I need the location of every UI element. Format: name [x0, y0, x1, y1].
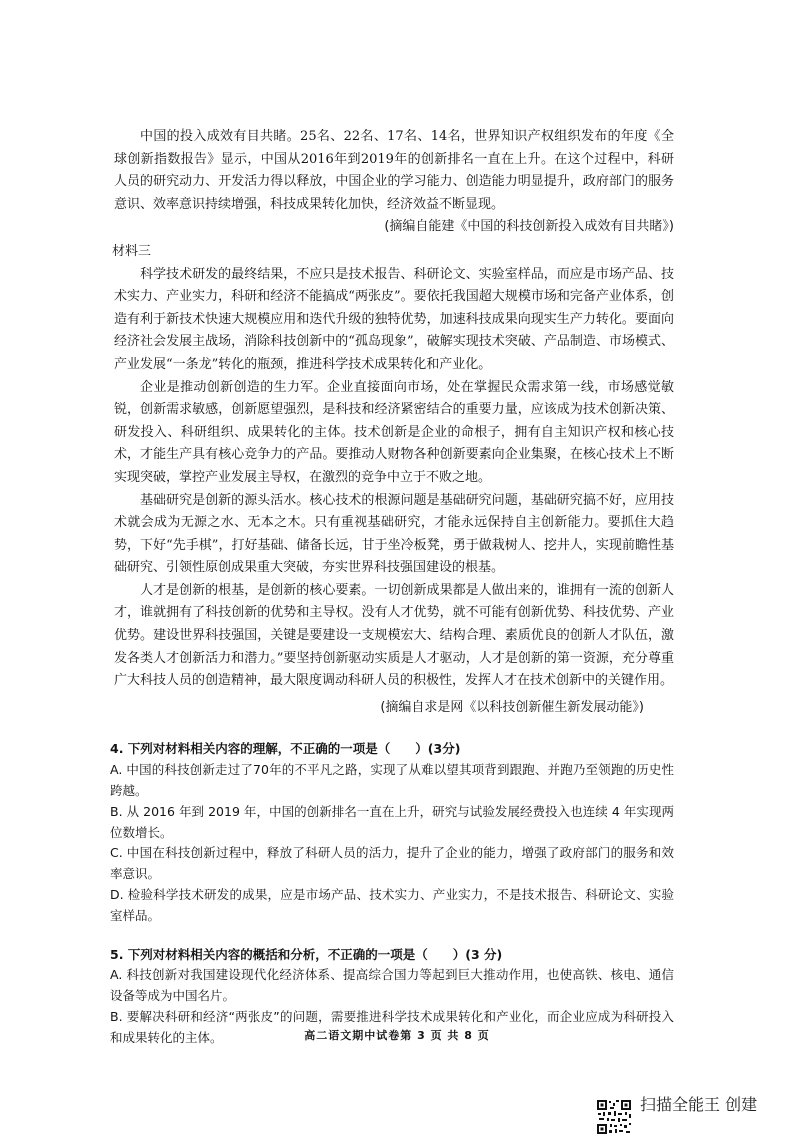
page-content — [110, 126, 674, 1049]
material-three-paragraph-1: 科学技术研发的最终结果，不应只是技术报告、科研论文、实验室样品，而应是市场产品、技术实力、产业实力，科研和经济不能搞成“两张皮”。要依托我国超大规模市场和完备产业体系，创造有利于新技术快速大规模应用和迭代升级的独特优势，加速科技成果向现实生产力转化。要面向经济社会发展主战场，消除科技创新中的“孤岛现象”，破解实现技术突破、产品制造、市场模式、产业发展“一条龙”转化的瓶颈，推进科学技术成果转化和产业化。 — [114, 266, 674, 372]
qr-code-icon — [596, 1099, 632, 1135]
scanner-watermark — [596, 1094, 758, 1136]
material-two-source: (摘编自能建《中国的科技创新投入成效有目共睹》) — [384, 219, 674, 235]
question-5-option-a: A. 科技创新对我国建设现代化经济体系、提高综合国力等起到巨大推动作用，也使高铁、核电、通信设备等成为中国名片。 — [110, 967, 674, 1004]
material-three-title: 材料三 — [112, 243, 152, 259]
material-three-paragraph-2: 企业是推动创新创造的生力军。企业直接面向市场，处在掌握民众需求第一线，市场感觉敏锐，创新需求敏感，创新愿望强烈，是科技和经济紧密结合的重要力量，应该成为技术创新决策、研发投入、科研组织、成果转化的主体。技术创新是企业的命根子，拥有自主知识产权和核心技术，才能生产具有核心竞争力的产品。要推动人财物各种创新要素向企业集聚，在核心技术上不断实现突破，掌控产业发展主导权，在激烈的竞争中立于不败之地。 — [114, 379, 674, 485]
question-4-stem: 4. 下列对材料相关内容的理解，不正确的一项是（ ）(3分) — [110, 741, 461, 757]
page-footer: 高二语文期中试卷第 3 页 共 8 页 — [304, 1029, 490, 1042]
question-4-option-c: C. 中国在科技创新过程中，释放了科研人员的活力，提升了企业的能力，增强了政府部门的服务和效率意识。 — [110, 845, 674, 882]
question-4-option-d: D. 检验科学技术研发的成果，应是市场产品、技术实力、产业实力，不是技术报告、科研论文、实验室样品。 — [110, 887, 674, 923]
question-4-option-b: B. 从 2016 年到 2019 年，中国的创新排名一直在上升，研究与试验发展经费投入也连续 4 年实现两位数增长。 — [110, 803, 674, 840]
material-three-paragraph-3: 基础研究是创新的源头活水。核心技术的根源问题是基础研究问题，基础研究搞不好，应用技术就会成为无源之水、无本之木。只有重视基础研究，才能永远保持自主创新能力。要抓住大趋势，下好“先手棋”，打好基础、储备长远，甘于坐冷板凳，勇于做栽树人、挖井人，实现前瞻性基础研究、引领性原创成果重大突破，夯实世界科技强国建设的根基。 — [114, 492, 674, 576]
material-three-source: (摘编自求是网《以科技创新催生新发展动能》) — [380, 699, 644, 715]
question-4-option-a: A. 中国的科技创新走过了70年的不平凡之路，实现了从难以望其项背到跟跑、并跑乃至领跑的历史性跨越。 — [110, 762, 674, 799]
question-5-stem: 5. 下列对材料相关内容的概括和分析，不正确的一项是（ ）(3 分) — [110, 946, 503, 962]
material-two-paragraph: 中国的投入成效有目共睹。25名、22名、17名、14名，世界知识产权组织发布的年度《全球创新指数报告》显示，中国从2016年到2019年的创新排名一直在上升。在这个过程中，科研人员的研究动力、开发活力得以释放，中国企业的学习能力、创造能力明显提升，政府部门的服务意识、效率意识持续增强，科技成果转化加快，经济效益不断显现。 — [114, 129, 674, 212]
scanner-watermark-text: 扫描全能王 创建 — [640, 1094, 758, 1114]
question-5-option-b: B. 要解决科研和经济“两张皮”的问题，需要推进科学技术成果转化和产业化，而企业应成为科研投入和成果转化的主体。 — [110, 1009, 674, 1045]
question-4 — [110, 739, 674, 926]
material-three-paragraph-4: 人才是创新的根基，是创新的核心要素。一切创新成果都是人做出来的，谁拥有一流的创新人才，谁就拥有了科技创新的优势和主导权。没有人才优势，就不可能有创新优势、科技优势、产业优势。建设世界科技强国，关键是要建设一支规模宏大、结构合理、素质优良的创新人才队伍，激发各类人才创新活力和潜力。”要坚持创新驱动实质是人才驱动，人才是创新的第一资源，充分尊重广大科技人员的创造精神，最大限度调动科研人员的积极性，发挥人才在技术创新中的关键作用。 — [114, 582, 674, 689]
